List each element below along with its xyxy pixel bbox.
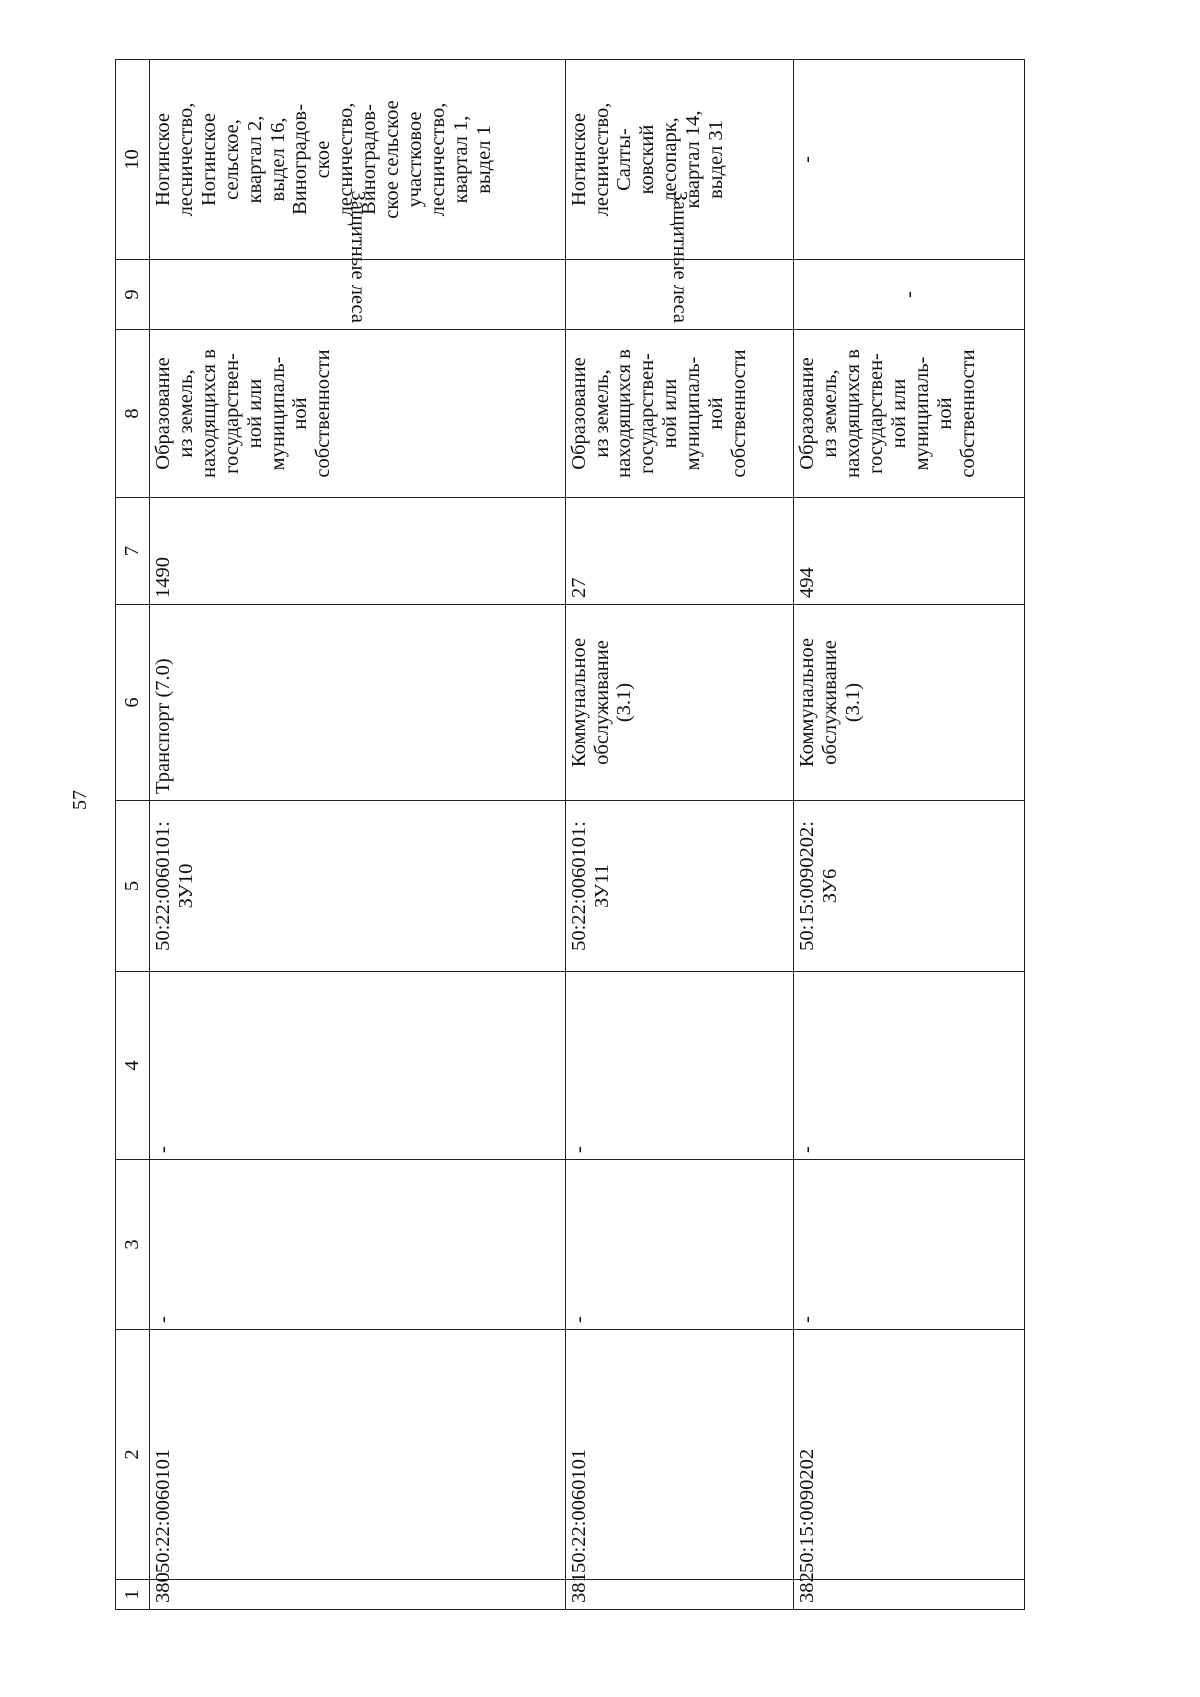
cadastral-quarter: 50:22:0060101 [149,1330,565,1580]
header-row [116,60,150,1610]
cadastral-quarter: 50:15:0090202 [794,1330,1025,1580]
cell-col3: - [149,1160,565,1330]
header-cell: 10 [116,60,150,260]
cell-col3: - [794,1160,1025,1330]
cell-col3: - [565,1160,794,1330]
cell-col4: - [794,972,1025,1160]
row-number: 381 [565,1580,794,1610]
row-number: 382 [794,1580,1025,1610]
table-container [115,60,1025,1610]
forest-category: - [794,260,1025,330]
forestry-location: Ногинское лесничество, Салты- ковский лесопарк, квартал 14, выдел 31 [565,60,794,260]
rotated-table [115,60,1025,1610]
plot-designation: 50:15:0090202: ЗУ6 [794,801,1025,972]
header-cell: 1 [116,1580,150,1610]
area-value: 494 [794,498,1025,605]
forest-category: Защитные леса [149,260,565,330]
header-cell: 6 [116,605,150,801]
cell-col4: - [565,972,794,1160]
header-cell: 5 [116,801,150,972]
cell-col4: - [149,972,565,1160]
permitted-use: Коммунальное обслуживание (3.1) [794,605,1025,801]
header-cell: 9 [116,260,150,330]
cadastral-quarter: 50:22:0060101 [565,1330,794,1580]
formation-method: Образование из земель, находящихся в государствен- ной или муниципаль- ной собственности [149,330,565,498]
header-cell: 8 [116,330,150,498]
header-cell: 3 [116,1160,150,1330]
plot-designation: 50:22:0060101: ЗУ10 [149,801,565,972]
table-row [149,60,565,1610]
table-row [794,60,1025,1610]
header-cell: 4 [116,972,150,1160]
permitted-use: Коммунальное обслуживание (3.1) [565,605,794,801]
formation-method: Образование из земель, находящихся в государствен- ной или муниципаль- ной собственности [794,330,1025,498]
permitted-use: Транспорт (7.0) [149,605,565,801]
header-cell: 2 [116,1330,150,1580]
table-row [565,60,794,1610]
header-cell: 7 [116,498,150,605]
forestry-location: - [794,60,1025,260]
forestry-location: Ногинское лесничество, Ногинское сельское, квартал 2, выдел 16, Виноградов- ское лесничество, Виноградов- ское сельское участковое лесничество, квартал 1, выдел 1 [149,60,565,260]
area-value: 1490 [149,498,565,605]
area-value: 27 [565,498,794,605]
land-plots-table [115,59,1025,1610]
plot-designation: 50:22:0060101: ЗУ11 [565,801,794,972]
forest-category: Защитные леса [565,260,794,330]
formation-method: Образование из земель, находящихся в государствен- ной или муниципаль- ной собственности [565,330,794,498]
page-number: 57 [69,790,91,810]
row-number: 380 [149,1580,565,1610]
